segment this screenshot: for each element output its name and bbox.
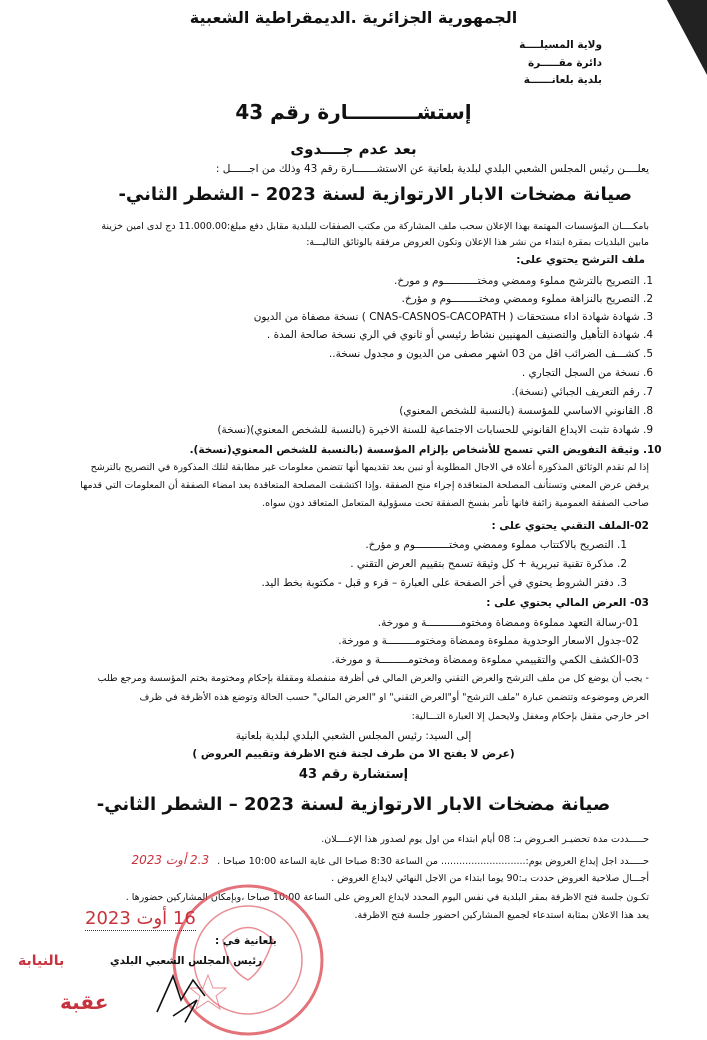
doc-title: إستشــــــــــارة رقم 43 (235, 100, 472, 124)
list-item: 5. كشـــف الضرائب اقل من 03 اشهر مصفى من الديون و مجدول نسخة.. (328, 348, 654, 360)
list-item: 01-رسالة التعهد مملوءة وممضاة ومختومـــــــــــة و مورخة. (377, 617, 639, 629)
envelope-line: اخر خارجي مقفل بإحكام ومغفل ولايحمل إلا العبارة التـــالية: (411, 711, 649, 722)
address-line: إلى السيد: رئيس المجلس الشعبي البلدي لبلدية بلعانية (235, 730, 472, 742)
list-item: 3. شهادة شهادة اداء مستحقات ( CNAS-CASNOS-CACOPATH ) نسخة مصفاة من الديون (253, 311, 654, 323)
doc-subtitle: بعد عدم جــــدوى (290, 140, 417, 158)
list-item: 02-جدول الاسعار الوحدوية مملوءة وممضاة ومختومـــــــــة و مورخة. (338, 635, 639, 647)
term-line-deposit (131, 852, 649, 870)
list-item: 4. شهادة التأهيل والتصنيف المهنيين نشاط رئيسي أو ثانوي في الري نسخة صالحة المدة . (266, 329, 654, 341)
term-text: حـــــدد اجل إيداع العروض يوم:............................ من الساعة 8:30 صباحا الى غاية الساعة 10:00 صباحا . (217, 856, 649, 867)
term-line: تكـون جلسة فتح الاظرفة بمقر البلدية في نفس اليوم المحدد لايداع العروض على الساعة 10:00 صباحا ،وبإمكان المشاركين حضورها . (125, 892, 649, 903)
stamp-text-name: عقبة (60, 990, 109, 1014)
financial-heading: 03- العرض المالي يحتوي على : (486, 597, 649, 609)
envelope-line: العرض وموضوعه وتتضمن عبارة "ملف الترشح" أو"العرض التقني" او "العرض المالي" حسب الحالة وتوضع هذه الأظرفة في ظرف (139, 692, 649, 703)
announce-line: يعلــــن رئيس المجلس الشعبي البلدي لبلدية بلعانية عن الاستشـــــــارة رقم 43 وذلك من اجــــــل : (215, 163, 649, 175)
signature-date: 16 أوت 2023 (85, 908, 196, 929)
list-item: 9. شهادة تثبت الايداع القانوني للحسابات الاجتماعية للسنة الاخيرة (بالنسبة للشخص المعنوي)(نسخة) (217, 424, 654, 436)
list-item: 1. التصريح بالاكتتاب مملوء وممضي ومختـــــــــــوم و مؤرخ. (365, 539, 628, 551)
list-item: 8. القانوني الاساسي للمؤسسة (بالنسبة للشخص المعنوي) (399, 405, 654, 417)
address-ref: إستشارة رقم 43 (298, 767, 409, 782)
signature-role: رئيس المجلس الشعبي البلدي (110, 955, 263, 967)
deposit-date-handwritten: 2.3 أوت 2023 (131, 853, 210, 867)
list-item: 3. دفتر الشروط يحتوي في أخر الصفحة على العبارة – قرء و قبل - مكتوبة بخط اليد. (261, 577, 628, 589)
intro-line: بامكــــان المؤسسات المهتمة بهذا الإعلان سحب ملف المشاركة من مكتب الصفقات للبلدية مقابل دفع مبلغ:11.000.00 دج لدى امين خزينة (101, 221, 649, 232)
technical-heading: 02-الملف التقني يحتوي على : (491, 520, 649, 532)
republic-header: الجمهورية الجزائرية .الديمقراطية الشعبية (189, 8, 518, 27)
warning-line: إذا لم تقدم الوثائق المذكورة أعلاه في الاجال المطلوبة أو تبين بعد تقديمها أنها تتضمن معلومات غير مطابقة لتلك المذكورة في التصريح بالترشح (90, 462, 649, 473)
baladiya: بلدية بلعانــــــة (523, 74, 602, 86)
project-title-2: صيانة مضخات الابار الارتوازية لسنة 2023 – الشطر الثاني- (96, 794, 611, 815)
daira: دائرة مقـــــرة (527, 57, 602, 69)
dossier-heading: ملف الترشح يحتوي على: (516, 254, 645, 266)
list-item: 7. رقم التعريف الجبائي (نسخة). (511, 386, 654, 398)
term-line: يعد هذا الاعلان بمثابة استدعاء لجميع المشاركين احضور جلسة فتح الاظرفة. (354, 910, 649, 921)
handwritten-signature (140, 968, 230, 1024)
intro-line: مابين البلديات بمقرة ابتداء من نشر هذا الإعلان وتكون العروض مرفقة بالوثائق التاليـــة: (306, 237, 649, 248)
signature-place: بلعانية في : (215, 935, 277, 947)
warning-line: يرفض عرض المعني وتستأنف المصلحة المتعاقدة إجراء منح الصفقة .وإذا اكتشفت المصلحة المتعاقدة بعد امضاء الصفقة أن المعلومات التي قدمها (80, 480, 649, 491)
term-line: أجـــال صلاحية العروض حددت بـ:90 يوما ابتداء من الاجل النهائي لايداع العروض . (331, 873, 649, 884)
project-title: صيانة مضخات الابار الارتوازية لسنة 2023 – الشطر الثاني- (118, 184, 632, 205)
list-item: 10. وثيقة التفويض التي تسمح للأشخاص بإلزام المؤسسة (بالنسبة للشخص المعنوي(نسخة). (189, 444, 662, 456)
list-item: 1. التصريح بالترشح مملوء وممضي ومختـــــــــــوم و مورخ. (394, 275, 654, 287)
warning-line: صاحب الصفقة العمومية زائفة فانها تأمر بفسخ الصفقة تحت مسؤولية المتعامل المتعاقد دون سواه. (262, 498, 649, 509)
envelope-line: - يجب أن يوضع كل من ملف الترشح والعرض التقني والعرض المالي في أظرفة منفصلة ومقفلة بإحكام ومختومة بختم المؤسسة ومرجع طلب (97, 673, 649, 684)
list-item: 6. نسخة من السجل التجاري . (521, 367, 654, 379)
wilaya: ولاية المسيلــــة (519, 39, 602, 51)
list-item: 2. التصريح بالنزاهة مملوء وممضي ومختـــــــــوم و مؤرخ. (401, 293, 654, 305)
stamp-text-proxy: بالنيابة (18, 953, 65, 969)
term-line: حـــــددت مدة تحضيـر العـروض بـ: 08 أيام ابتداء من اول يوم لصدور هذا الإعــــلان. (321, 834, 649, 845)
list-item: 03-الكشف الكمي والتقييمي مملوءة وممضاة ومختومـــــــــة و مورخة. (331, 654, 639, 666)
list-item: 2. مذكرة تقنية تبريرية + كل وثيقة تسمح بتقييم العرض التقني . (350, 558, 628, 570)
address-note: (عرض لا يفتح الا من طرف لجنة فتح الاظرفة وتقييم العروض ) (192, 748, 515, 760)
